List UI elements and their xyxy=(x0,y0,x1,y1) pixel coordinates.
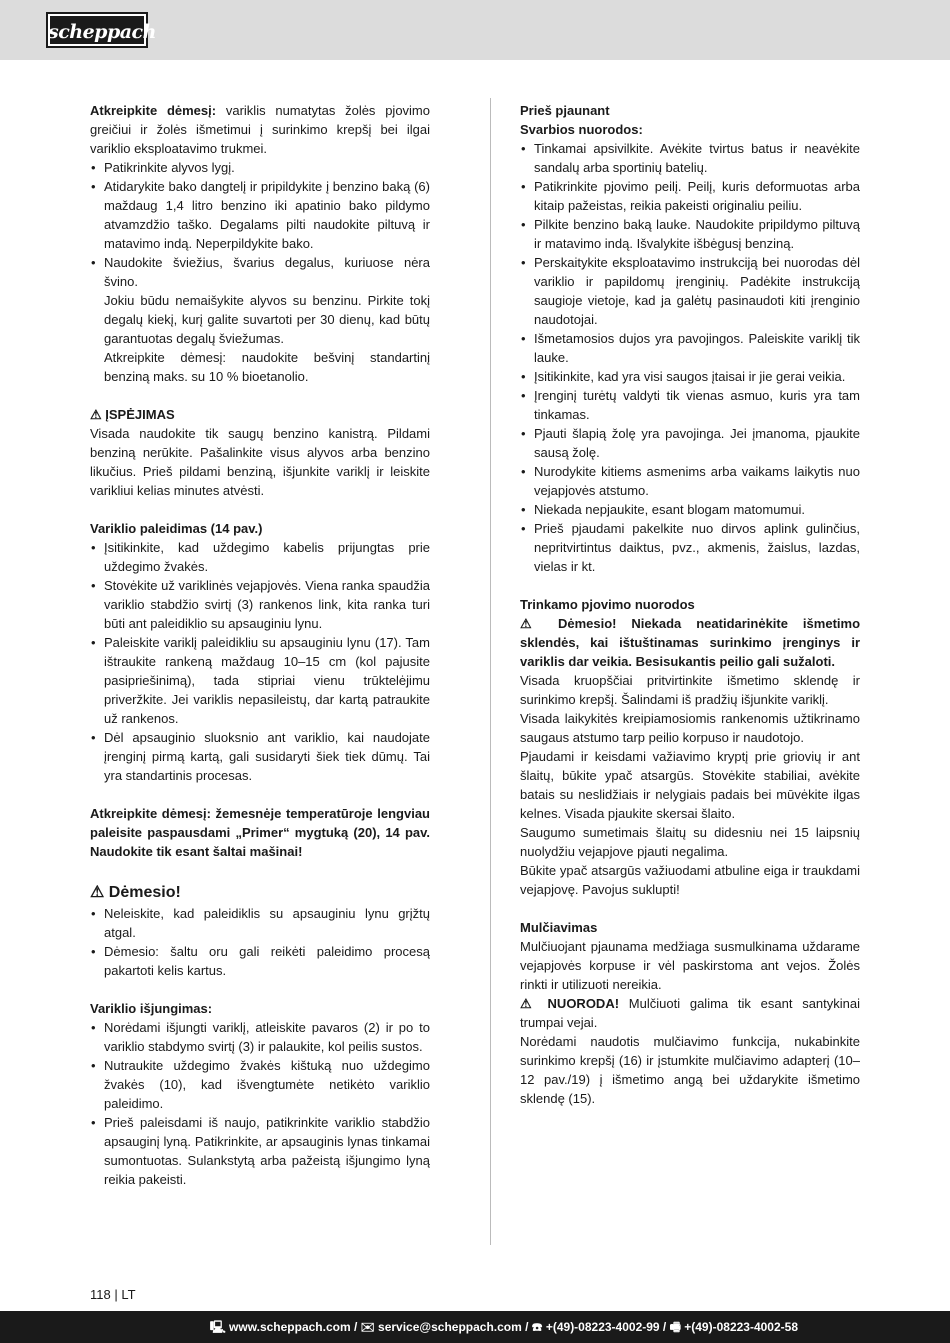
cutting-warning: ⚠ Dėmesio! Niekada neatidarinėkite išmetimo sklendės, kai ištuštinamas surinkimo įrenginys ir variklis dar veikia. Besisukantis peilio gali sužaloti. xyxy=(520,616,861,669)
cutting-text: Visada kruopščiai pritvirtinkite išmetimo sklendę ir surinkimo krepšį. Šalindami iš pradžių išjunkite variklį. xyxy=(520,673,860,707)
list-item: • Įsitikinkite, kad yra visi saugos įtaisai ir jie gerai veikia. xyxy=(520,367,860,386)
section-heading-before-mowing: Prieš pjaunant xyxy=(520,103,610,118)
warning-text: Visada naudokite tik saugų benzino kanistrą. Pildami benziną nerūkite. Pašalinkite visus alyvos arba benzino likučius. Prieš pildami benziną, išjunkite variklį ir leiskite varikliui kelias minutes atvėsti. xyxy=(90,426,430,498)
warning-icon: ⚠ xyxy=(520,996,538,1011)
list-item: • Niekada nepjaukite, esant blogam matomumui. xyxy=(520,500,860,519)
attention-list xyxy=(90,904,430,980)
column-divider xyxy=(490,98,491,1245)
list-item: • Įrenginį turėtų valdyti tik vienas asmuo, kuris yra tam tinkamas. xyxy=(520,386,860,424)
list-item: • Atidarykite bako dangtelį ir pripildykite į benzino baką (6) maždaug 1,4 litro benzino iki apatinio bako pildymo atvamzdžio taško. Degalams pilti naudokite piltuvą ir matavimo indą. Neperpildykite bako. xyxy=(90,177,430,253)
list-item: • Naudokite šviežius, švarius degalus, kuriuose nėra švino. xyxy=(90,253,430,291)
list-item: • Dėl apsauginio sluoksnio ant variklio, kai naudojate įrenginį pirmą kartą, gali susidaryti šiek tiek dūmų. Tai yra standartinis procesas. xyxy=(90,728,430,785)
mulching-text: Mulčiuojant pjaunama medžiaga susmulkinama uždarame vejapjovės korpuse ir vėl paskirstoma ant vejos. Žolės rinkti ir utilizuoti nereikia. xyxy=(520,939,860,992)
section-heading-start: Variklio paleidimas (14 pav.) xyxy=(90,521,263,536)
list-item: • Išmetamosios dujos yra pavojingos. Paleiskite variklį tik lauke. xyxy=(520,329,860,367)
warning-icon: ⚠ xyxy=(90,884,105,901)
list-item: • Perskaitykite eksploatavimo instrukciją bei nuorodas dėl variklio ir papildomų įrenginių. Padėkite instrukciją saugioje vietoje, kad ja galėtų pasinaudoti kiti įrenginio naudotojai. xyxy=(520,253,860,329)
list-item: • Nutraukite uždegimo žvakės kištuką nuo uždegimo žvakės (10), kad išvengtumėte netikėto variklio paleidimo. xyxy=(90,1056,430,1113)
section-heading-mulching: Mulčiavimas xyxy=(520,920,598,935)
warning-icon: ⚠ xyxy=(90,407,102,422)
list-item: • Norėdami išjungti variklį, atleiskite pavaros (2) ir po to variklio stabdymo svirtį (3) ir palaukite, kol peilis sustos. xyxy=(90,1018,430,1056)
subheading-important: Svarbios nuorodos: xyxy=(520,122,643,137)
safety-list xyxy=(520,139,860,576)
list-item: • Prieš pjaudami pakelkite nuo dirvos aplink gulinčius, nepritvirtintus daiktus, pvz., akmenis, žaislus, lazdas, vielas ir kt. xyxy=(520,519,860,576)
warning-icon: ⚠ xyxy=(520,616,543,631)
fuel-sub-note: Atkreipkite dėmesį: naudokite bešvinį standartinį benziną maks. su 10 % bioetanolio. xyxy=(104,350,430,384)
fuel-note: Atkreipkite dėmesį: variklis numatytas žolės pjovimo greičiui ir žolės išmetimui į surinkimo krepšį bei ilgai variklio eksploatavimo trukmei. xyxy=(90,103,430,156)
attention-heading: ⚠ Dėmesio! xyxy=(90,884,181,901)
list-item: • Neleiskite, kad paleidiklis su apsauginiu lynu grįžtų atgal. xyxy=(90,904,430,942)
left-column xyxy=(90,101,430,1189)
page-number: 118 | LT xyxy=(90,1287,136,1302)
contact-footer: 🖳 www.scheppach.com / ✉ service@scheppach.com / ☎ +(49)-08223-4002-99 / 🖷 +(49)-08223-4002-58 xyxy=(0,1311,950,1343)
list-item: • Pjauti šlapią žolę yra pavojinga. Jei įmanoma, pjaukite sausą žolę. xyxy=(520,424,860,462)
cutting-text: Saugumo sumetimais šlaitų su didesniu nei 15 laipsnių nuolydžiu vejapjove pjauti negalima. xyxy=(520,825,860,859)
warning-heading: ⚠ ĮSPĖJIMAS xyxy=(90,407,175,422)
cutting-text: Pjaudami ir keisdami važiavimo kryptį prie griovių ir ant šlaitų, būkite ypač atsargūs. Stovėkite stabiliai, avėkite batais su neslidžiais ir nelygiais padais bei mūvėkite ilgas kelnes. Visada pjaukite skersai šlaito. xyxy=(520,749,860,821)
scheppach-logo: scheppach xyxy=(46,12,148,48)
mulching-text: Norėdami naudotis mulčiavimo funkcija, nukabinkite surinkimo krepšį (16) ir įstumkite mulčiavimo adapterį (10–12 pav./19) į išmetimo angą bei uždarykite išmetimo sklendę (15). xyxy=(520,1034,860,1106)
fuel-list xyxy=(90,158,430,291)
list-item: • Nurodykite kitiems asmenims arba vaikams laikytis nuo vejapjovės atstumo. xyxy=(520,462,860,500)
section-heading-stop: Variklio išjungimas: xyxy=(90,1001,213,1016)
list-item: • Paleiskite variklį paleidikliu su apsauginiu lynu (17). Tam ištraukite rankeną maždaug 10–15 cm (kol pajusite pasipriešinimą), tada stipriai vienu trūktelėjimu priveržkite. Jei variklis nepasileistų, dar kartą patraukite už rankenos. xyxy=(90,633,430,728)
list-item: • Tinkamai apsivilkite. Avėkite tvirtus batus ir neavėkite sandalų arba sportinių batelių. xyxy=(520,139,860,177)
stop-list xyxy=(90,1018,430,1189)
right-column xyxy=(520,101,860,1108)
list-item: • Prieš paleisdami iš naujo, patikrinkite variklio stabdžio apsauginį lyną. Patikrinkite, ar apsauginis lynas tinkamai sumontuotas. Sulankstytą arba pažeistą išjungimo lyną reikia pakeisti. xyxy=(90,1113,430,1189)
list-item: • Pilkite benzino baką lauke. Naudokite pripildymo piltuvą ir matavimo indą. Išvalykite išbėgusį benziną. xyxy=(520,215,860,253)
start-list xyxy=(90,538,430,785)
list-item: • Stovėkite už variklinės vejapjovės. Viena ranka spaudžia variklio stabdžio svirtį (3) rankenos link, kita ranka turi būti ant paleidiklio su apsauginiu lynu. xyxy=(90,576,430,633)
page-header xyxy=(0,0,950,60)
list-item: • Patikrinkite alyvos lygį. xyxy=(90,158,430,177)
cutting-text: Visada laikykitės kreipiamosiomis rankenomis užtikrinamo saugaus atstumo tarp peilio korpuso ir naudotojo. xyxy=(520,711,860,745)
section-heading-cutting: Trinkamo pjovimo nuorodos xyxy=(520,597,695,612)
list-item: • Patikrinkite pjovimo peilį. Peilį, kuris deformuotas arba kitaip pažeistas, reikia pakeisti originaliu peiliu. xyxy=(520,177,860,215)
list-item: • Įsitikinkite, kad uždegimo kabelis prijungtas prie uždegimo žvakės. xyxy=(90,538,430,576)
mulching-note: ⚠ NUORODA! Mulčiuoti galima tik esant santykinai trumpai vejai. xyxy=(520,996,860,1030)
cutting-text: Būkite ypač atsargūs važiuodami atbuline eiga ir traukdami vejapjovę. Pavojus suklupti! xyxy=(520,863,860,897)
cold-start-note: Atkreipkite dėmesį: žemesnėje temperatūroje lengviau paleisite paspausdami „Primer“ mygtuką (20), 14 pav. Naudokite tik esant šaltai mašinai! xyxy=(90,806,430,859)
list-item: • Dėmesio: šaltu oru gali reikėti paleidimo procesą pakartoti kelis kartus. xyxy=(90,942,430,980)
fuel-sub-note: Jokiu būdu nemaišykite alyvos su benzinu. Pirkite tokį degalų kiekį, kurį galite suvartoti per 30 dienų, kad būtų garantuotas degalų šviežumas. xyxy=(104,293,430,346)
